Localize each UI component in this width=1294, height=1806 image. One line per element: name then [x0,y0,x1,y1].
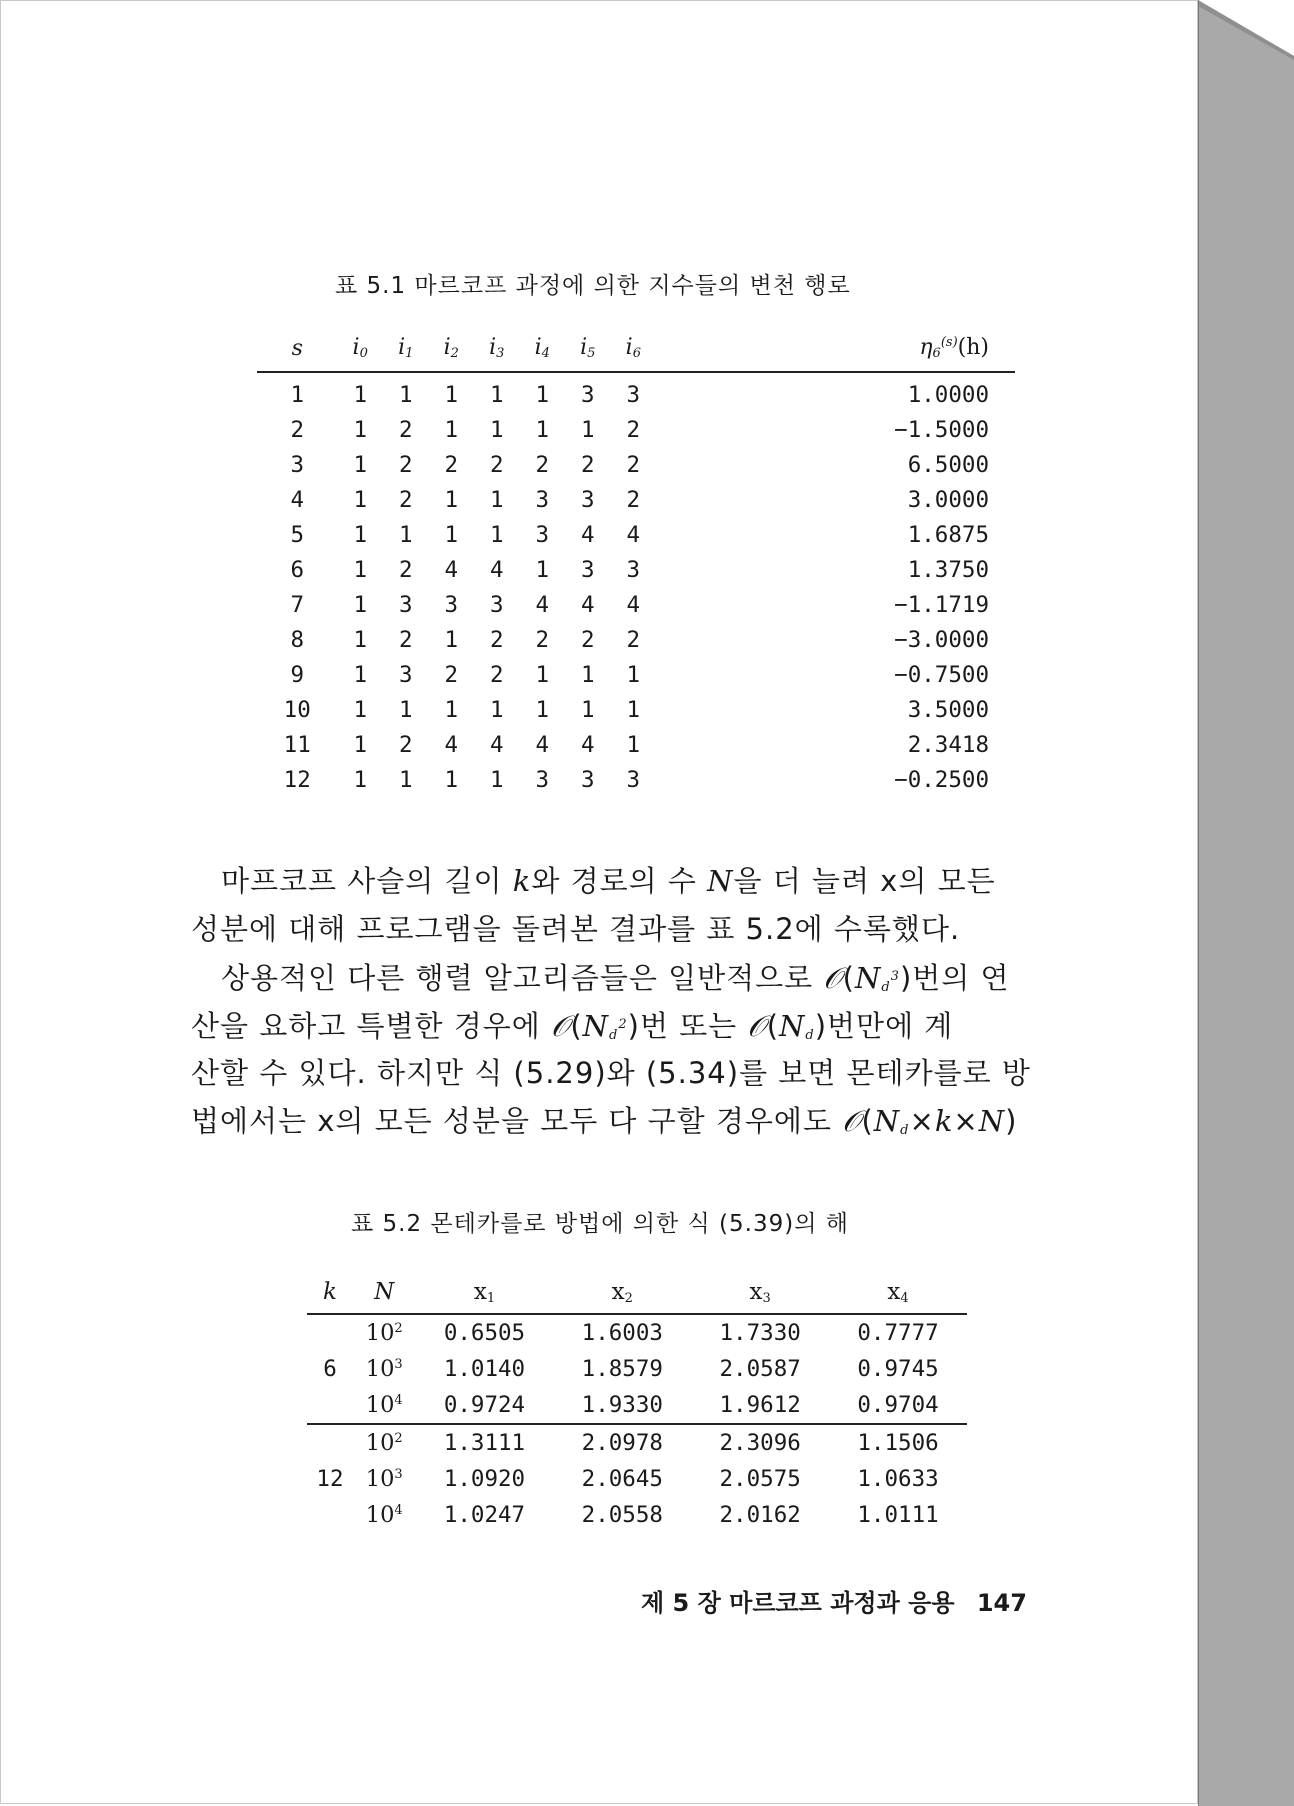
index-cell: 10 [283,696,311,723]
index-cell: 1 [535,381,550,408]
index-cell: 2 [398,731,413,758]
eta-value-cell: −0.7500 [894,661,989,688]
table2-header-x3: $x_3$ [691,1271,829,1314]
index-cell: 4 [581,591,595,618]
table-row [257,587,1015,622]
table-row [257,517,1015,552]
table-row [307,1497,967,1533]
index-cell: 1 [398,521,413,548]
x1-cell: 1.3111 [416,1424,554,1461]
eta-value-cell: 6.5000 [907,451,989,478]
index-cell: 1 [290,381,304,408]
index-cell: 3 [626,556,641,583]
index-cell: 4 [489,731,504,758]
x3-cell: 2.0575 [719,1466,801,1492]
index-cell: 1 [444,766,459,793]
eta-value-cell: 2.3418 [907,731,989,758]
table-row [307,1314,967,1351]
index-cell: 1 [353,486,367,513]
eta-value-cell: 1.6875 [907,521,989,548]
table1-header-i2: $i_2$ [428,325,474,372]
x2-cell: 1.9330 [581,1392,663,1418]
x1-cell: 1.0920 [443,1466,526,1492]
index-cell: 1 [398,381,413,408]
index-cell: 2 [626,626,641,653]
n-cell: $10^4$ [365,1392,403,1418]
index-cell: 3 [581,766,595,793]
table2-header-k: k [307,1271,353,1314]
index-cell: 1 [353,696,367,723]
index-cell: 4 [535,591,550,618]
x4-cell: 0.7777 [857,1320,939,1346]
eta-value-cell: −3.0000 [894,626,989,653]
index-cell: 6 [290,556,304,583]
table1-header-i4: $i_4$ [520,325,566,372]
index-cell: 2 [535,451,550,478]
index-cell: 1 [489,766,504,793]
index-cell: 1 [581,696,595,723]
index-cell: 1 [444,416,459,443]
index-cell: 5 [290,521,304,548]
chapter-title: 제 5 장 마르코프 과정과 응용 [641,1589,955,1617]
n-cell: $10^2$ [365,1320,403,1346]
index-cell: 2 [581,626,595,653]
index-cell: 1 [489,486,504,513]
eta-value-cell: −0.2500 [894,766,989,793]
x4-cell: 0.9745 [857,1356,939,1382]
index-cell: 2 [535,626,550,653]
index-cell: 2 [398,486,413,513]
table-row [257,412,1015,447]
paragraph-line: 마프코프 사슬의 길이 k와 경로의 수 N을 더 늘려 x의 모든 [221,864,996,898]
x4-cell: 0.9704 [857,1392,939,1418]
index-cell: 1 [489,416,504,443]
x2-cell: 2.0978 [553,1424,691,1461]
k-cell [307,1424,353,1461]
paragraph-line: 산할 수 있다. 하지만 식 (5.29)와 (5.34)를 보면 몬테카를로 방 [191,1056,1031,1090]
index-cell: 1 [444,381,459,408]
paragraph-line: 법에서는 x의 모든 성분을 모두 다 구할 경우에도 $𝒪(N_d\times k\times N)$ [191,1104,1018,1138]
table-row [307,1351,967,1387]
index-cell: 1 [444,486,459,513]
index-cell: 4 [444,731,459,758]
index-cell: 3 [290,451,304,478]
n-cell: $10^2$ [353,1424,416,1461]
index-cell: 2 [398,556,413,583]
n-cell: $10^3$ [365,1466,403,1492]
x2-cell: 1.6003 [581,1320,663,1346]
index-cell: 2 [489,661,504,688]
index-cell: 2 [444,451,459,478]
table1-header-i3: $i_3$ [474,325,520,372]
x3-cell: 2.0587 [719,1356,801,1382]
index-cell: 1 [353,451,367,478]
table-row [257,727,1015,762]
index-cell: 3 [535,486,550,513]
index-cell: 3 [535,766,550,793]
index-cell: 3 [444,591,459,618]
x3-cell: 2.3096 [691,1424,829,1461]
k-cell [307,1497,353,1533]
index-cell: 1 [581,416,595,443]
index-cell: 2 [398,626,413,653]
eta-value-cell: 3.0000 [907,486,989,513]
index-cell: 4 [489,556,504,583]
index-cell: 1 [489,521,504,548]
x2-cell: 1.8579 [581,1356,663,1382]
table1-header-row [257,325,1015,372]
table-row [257,482,1015,517]
index-cell: 4 [626,591,641,618]
eta-value-cell: −1.1719 [894,591,989,618]
page-number: 147 [976,1589,1027,1617]
index-cell: 2 [489,626,504,653]
x3-cell: 2.0162 [719,1502,801,1528]
index-cell: 1 [535,696,550,723]
index-cell: 1 [353,521,367,548]
table1-header-i6: $i_6$ [611,325,657,372]
x3-cell: 1.9612 [719,1392,801,1418]
index-cell: 1 [535,416,550,443]
paragraph-line: 산을 요하고 특별한 경우에 $𝒪(N_d^2)$번 또는 $𝒪(N_d)$번만에 계 [191,1009,954,1043]
table2-caption: 표 5.2 몬테카를로 방법에 의한 식 (5.39)의 해 [351,1211,849,1237]
index-cell: 3 [398,591,413,618]
x4-cell: 1.0111 [857,1502,939,1528]
table1 [257,325,1015,797]
index-cell: 4 [290,486,304,513]
index-cell: 1 [353,626,367,653]
table2-header-x1: $x_1$ [416,1271,554,1314]
x1-cell: 1.0247 [443,1502,526,1528]
index-cell: 2 [626,451,641,478]
n-cell: $10^3$ [365,1356,403,1382]
table2-header-x2: $x_2$ [553,1271,691,1314]
index-cell: 11 [283,731,311,758]
body-paragraph [191,857,1081,1145]
index-cell: 3 [535,521,550,548]
index-cell: 1 [535,661,550,688]
index-cell: 3 [626,766,641,793]
table-row [257,447,1015,482]
x4-cell: 1.1506 [829,1424,967,1461]
index-cell: 4 [581,521,595,548]
k-cell: 6 [323,1356,337,1382]
paragraph-line: 상용적인 다른 행렬 알고리즘들은 일반적으로 $𝒪(N_d^3)$번의 연 [221,961,1010,995]
index-cell: 1 [444,521,459,548]
index-cell: 3 [398,661,413,688]
table-row [257,762,1015,797]
table-row [307,1461,967,1497]
index-cell: 1 [626,731,641,758]
index-cell: 2 [444,661,459,688]
table1-header-i0: $i_0$ [337,325,383,372]
x1-cell: 0.9724 [443,1392,526,1418]
index-cell: 8 [290,626,304,653]
table-row [307,1424,967,1461]
index-cell: 1 [444,696,459,723]
index-cell: 1 [353,731,367,758]
index-cell: 1 [353,591,367,618]
table-row [257,692,1015,727]
index-cell: 2 [489,451,504,478]
index-cell: 1 [626,661,641,688]
index-cell: 2 [626,486,641,513]
index-cell: 1 [353,661,367,688]
k-cell [307,1387,353,1424]
index-cell: 4 [535,731,550,758]
index-cell: 1 [581,661,595,688]
table1-header-i5: $i_5$ [565,325,611,372]
index-cell: 1 [353,381,367,408]
page-footer [641,1583,1027,1618]
index-cell: 1 [444,626,459,653]
index-cell: 2 [581,451,595,478]
x1-cell: 1.0140 [443,1356,526,1382]
table2-header-x4: $x_4$ [829,1271,967,1314]
table2 [307,1271,967,1533]
index-cell: 3 [581,556,595,583]
index-cell: 2 [398,416,413,443]
index-cell: 12 [283,766,311,793]
table1-header-eta: $\eta_6^{(s)}(h)$ [656,325,1015,372]
index-cell: 3 [489,591,504,618]
index-cell: 1 [398,766,413,793]
index-cell: 4 [581,731,595,758]
eta-value-cell: −1.5000 [894,416,989,443]
index-cell: 4 [626,521,641,548]
eta-value-cell: 1.3750 [907,556,989,583]
index-cell: 1 [353,416,367,443]
n-cell: $10^4$ [365,1502,403,1528]
index-cell: 1 [353,766,367,793]
table-row [307,1387,967,1424]
eta-value-cell: 1.0000 [907,381,989,408]
k-cell: 12 [316,1466,344,1492]
table-row [257,372,1015,412]
index-cell: 2 [398,451,413,478]
index-cell: 1 [626,696,641,723]
book-spine [1198,0,1294,1806]
table-row [257,657,1015,692]
x2-cell: 2.0558 [581,1502,663,1528]
k-cell [307,1314,353,1351]
index-cell: 1 [489,696,504,723]
table-row [257,622,1015,657]
index-cell: 4 [444,556,459,583]
x2-cell: 2.0645 [581,1466,663,1492]
index-cell: 1 [535,556,550,583]
index-cell: 2 [626,416,641,443]
table2-header-row [307,1271,967,1314]
paragraph-line: 성분에 대해 프로그램을 돌려본 결과를 표 5.2에 수록했다. [191,912,961,946]
table-row [257,552,1015,587]
table1-caption: 표 5.1 마르코프 과정에 의한 지수들의 변천 행로 [335,273,851,299]
eta-value-cell: 3.5000 [907,696,989,723]
x1-cell: 0.6505 [443,1320,526,1346]
index-cell: 3 [626,381,641,408]
index-cell: 1 [489,381,504,408]
table1-header-s: s [257,325,337,372]
x4-cell: 1.0633 [857,1466,939,1492]
index-cell: 1 [353,556,367,583]
index-cell: 2 [290,416,304,443]
index-cell: 3 [581,381,595,408]
table1-header-i1: $i_1$ [383,325,429,372]
table2-header-n: N [353,1271,416,1314]
x3-cell: 1.7330 [719,1320,801,1346]
index-cell: 9 [290,661,304,688]
index-cell: 7 [290,591,304,618]
index-cell: 3 [581,486,595,513]
index-cell: 1 [398,696,413,723]
